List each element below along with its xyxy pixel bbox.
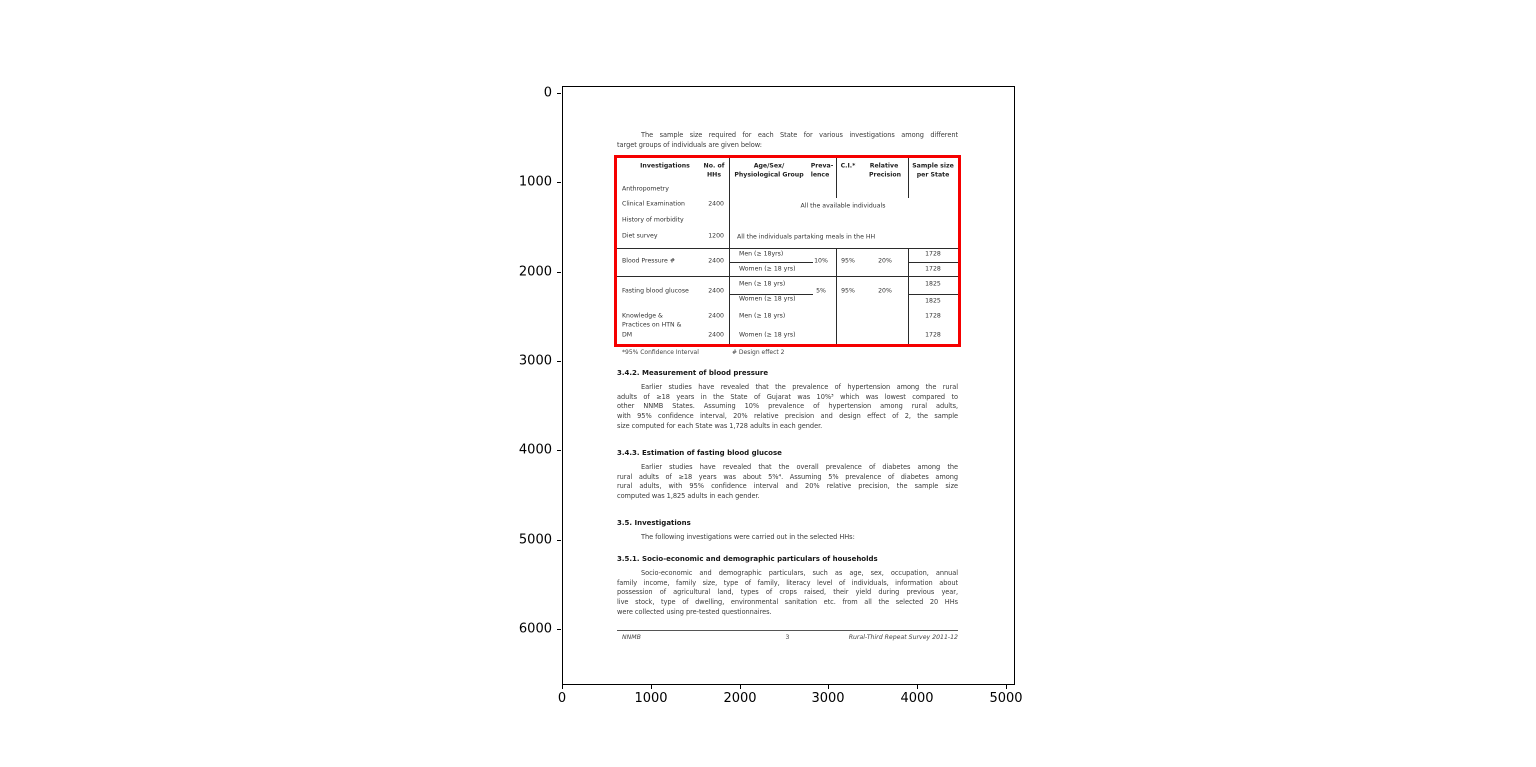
col-header-sample-size: Sample size <box>912 162 954 170</box>
paragraph-line: adults of ≥18 years in the State of Gujarat was 10%³ which was lowest compared to <box>617 392 958 401</box>
document-page <box>563 87 1014 684</box>
table-cell-hhs: 2400 <box>708 331 724 339</box>
col-header-agesex: Age/Sex/ <box>753 162 785 170</box>
table-cell-hhs: 2400 <box>708 312 724 320</box>
paragraph-line: Earlier studies have revealed that the overall prevalence of diabetes among the <box>641 463 958 471</box>
table-grid-line <box>908 262 958 263</box>
paragraph-line: Earlier studies have revealed that the prevalence of hypertension among the rural <box>641 383 958 391</box>
col-header-precision: Relative <box>869 162 899 170</box>
y-tick-mark <box>557 182 561 183</box>
section-heading-3-5: 3.5. Investigations <box>617 519 691 527</box>
table-cell-sample: 1728 <box>925 265 941 273</box>
table-cell-investigation: Anthropometry <box>622 185 669 193</box>
section-paragraph-3-4-2 <box>617 383 958 432</box>
y-tick-mark <box>557 272 561 273</box>
table-cell-sample: 1825 <box>925 280 941 288</box>
section-paragraph-3-5 <box>617 533 958 543</box>
paragraph-line: with 95% confidence interval, 20% relative precision and design effect of 2, the sample <box>617 412 958 421</box>
y-tick-label: 4000 <box>518 442 552 458</box>
plot-axes <box>562 86 1015 685</box>
paragraph-line: The following investigations were carried out in the selected HHs: <box>641 533 855 541</box>
x-tick-mark <box>651 685 652 689</box>
table-cell-group: Women (≥ 18 yrs) <box>739 295 796 303</box>
table-cell-investigation: Practices on HTN & <box>622 321 682 329</box>
x-tick-mark <box>740 685 741 689</box>
table-cell-prevalence: 10% <box>814 257 828 265</box>
x-tick-label: 4000 <box>900 691 934 706</box>
table-cell-group: Men (≥ 18 yrs) <box>739 312 786 320</box>
table-cell-ci: 95% <box>841 257 855 265</box>
table-cell-investigation: Knowledge & <box>622 312 663 320</box>
table-cell-investigation: Blood Pressure # <box>622 257 676 265</box>
table-footnote-design-effect: # Design effect 2 <box>732 349 785 356</box>
footer-rule <box>617 630 958 631</box>
table-footnote-ci: *95% Confidence Interval <box>622 349 699 356</box>
paragraph-line: size computed for each State was 1,728 adults in each gender. <box>617 421 823 430</box>
x-tick-mark <box>828 685 829 689</box>
y-tick-mark <box>557 93 561 94</box>
footer-left: NNMB <box>622 634 641 641</box>
table-cell-investigation: DM <box>622 331 633 339</box>
col-header-hhs: HHs <box>706 171 722 179</box>
table-cell-hhs: 2400 <box>708 287 724 295</box>
paragraph-line: Socio-economic and demographic particulars, such as age, sex, occupation, annual <box>641 569 958 577</box>
col-header-prevalence: lence <box>810 171 830 179</box>
table-grid-line <box>836 158 837 198</box>
section-heading-3-4-2: 3.4.2. Measurement of blood pressure <box>617 369 769 377</box>
col-header-agesex: Physiological Group <box>734 171 804 179</box>
table-cell-sample: 1825 <box>925 297 941 305</box>
x-tick-label: 0 <box>557 691 567 706</box>
table-cell-group: Men (≥ 18yrs) <box>739 250 784 258</box>
table-cell-investigation: History of morbidity <box>622 216 684 224</box>
paragraph-line: The sample size required for each State for various investigations among different <box>641 131 958 139</box>
table-cell-group: Women (≥ 18 yrs) <box>739 265 796 273</box>
paragraph-line: possession of agricultural land, types of crops raised, their yield during previous year, <box>617 588 958 597</box>
table-cell-precision: 20% <box>878 287 892 295</box>
table-cell-sample: 1728 <box>925 331 941 339</box>
table-cell-ci: 95% <box>841 287 855 295</box>
y-tick-mark <box>557 361 561 362</box>
table-cell-investigation: Fasting blood glucose <box>622 287 689 295</box>
x-tick-mark <box>917 685 918 689</box>
table-cell-hhs: 1200 <box>708 232 724 240</box>
paragraph-line: target groups of individuals are given below: <box>617 140 762 149</box>
table-grid-line <box>836 248 837 344</box>
table-cell-note: All the individuals partaking meals in the HH <box>737 233 876 241</box>
x-tick-label: 5000 <box>989 691 1023 706</box>
table-cell-group: Women (≥ 18 yrs) <box>739 331 796 339</box>
table-grid-line <box>617 276 958 277</box>
col-header-hhs: No. of <box>703 162 725 170</box>
table-cell-hhs: 2400 <box>708 200 724 208</box>
footer-right: Rural-Third Repeat Survey 2011-12 <box>848 634 958 641</box>
y-tick-label: 3000 <box>518 353 552 369</box>
col-header-prevalence: Preva- <box>810 162 834 170</box>
x-tick-label: 2000 <box>723 691 757 706</box>
table-cell-hhs: 2400 <box>708 257 724 265</box>
y-tick-mark <box>557 629 561 630</box>
table-grid-line <box>617 248 958 249</box>
y-tick-label: 5000 <box>518 532 552 548</box>
col-header-investigations: Investigations <box>640 162 690 170</box>
paragraph-line: live stock, type of dwelling, environmental sanitation etc. from all the selected 20 HHs <box>617 598 958 607</box>
table-cell-group: Men (≥ 18 yrs) <box>739 280 786 288</box>
table-cell-investigation: Diet survey <box>622 232 658 240</box>
x-tick-label: 1000 <box>634 691 668 706</box>
section-heading-3-4-3: 3.4.3. Estimation of fasting blood glucose <box>617 449 782 457</box>
table-cell-precision: 20% <box>878 257 892 265</box>
y-tick-mark <box>557 540 561 541</box>
table-grid-line <box>908 158 909 198</box>
section-heading-3-5-1: 3.5.1. Socio-economic and demographic particulars of households <box>617 555 878 563</box>
y-tick-label: 1000 <box>518 174 552 190</box>
sample-size-table <box>614 155 961 347</box>
table-cell-investigation: Clinical Examination <box>622 200 685 208</box>
col-header-sample-size: per State <box>916 171 950 179</box>
intro-paragraph <box>617 131 958 150</box>
paragraph-line: rural adults of ≥18 years was about 5%⁴. Assuming 5% prevalence of diabetes among <box>617 472 958 481</box>
paragraph-line: computed was 1,825 adults in each gender. <box>617 492 760 501</box>
y-tick-label: 0 <box>543 85 552 101</box>
paragraph-line: other NNMB States. Assuming 10% prevalence of hypertension among rural adults, <box>617 402 958 411</box>
table-cell-note: All the available individuals <box>800 202 886 210</box>
table-grid-line <box>729 262 813 263</box>
footer-page-number: 3 <box>785 634 790 641</box>
paragraph-line: rural adults, with 95% confidence interval and 20% relative precision, the sample size <box>617 482 958 491</box>
section-paragraph-3-5-1 <box>617 569 958 618</box>
col-header-precision: Precision <box>868 171 902 179</box>
x-tick-mark <box>562 685 563 689</box>
table-grid-line <box>729 158 730 344</box>
paragraph-line: were collected using pre-tested questionnaires. <box>617 607 772 616</box>
x-tick-label: 3000 <box>811 691 845 706</box>
y-tick-label: 6000 <box>518 621 552 637</box>
paragraph-line: family income, family size, type of family, literacy level of individuals, information about <box>617 578 958 587</box>
x-tick-mark <box>1006 685 1007 689</box>
table-grid-line <box>908 294 958 295</box>
col-header-ci: C.I.* <box>840 162 856 170</box>
y-tick-mark <box>557 450 561 451</box>
table-cell-prevalence: 5% <box>816 287 826 295</box>
table-cell-sample: 1728 <box>925 312 941 320</box>
y-tick-label: 2000 <box>518 264 552 280</box>
section-paragraph-3-4-3 <box>617 463 958 502</box>
table-cell-sample: 1728 <box>925 250 941 258</box>
